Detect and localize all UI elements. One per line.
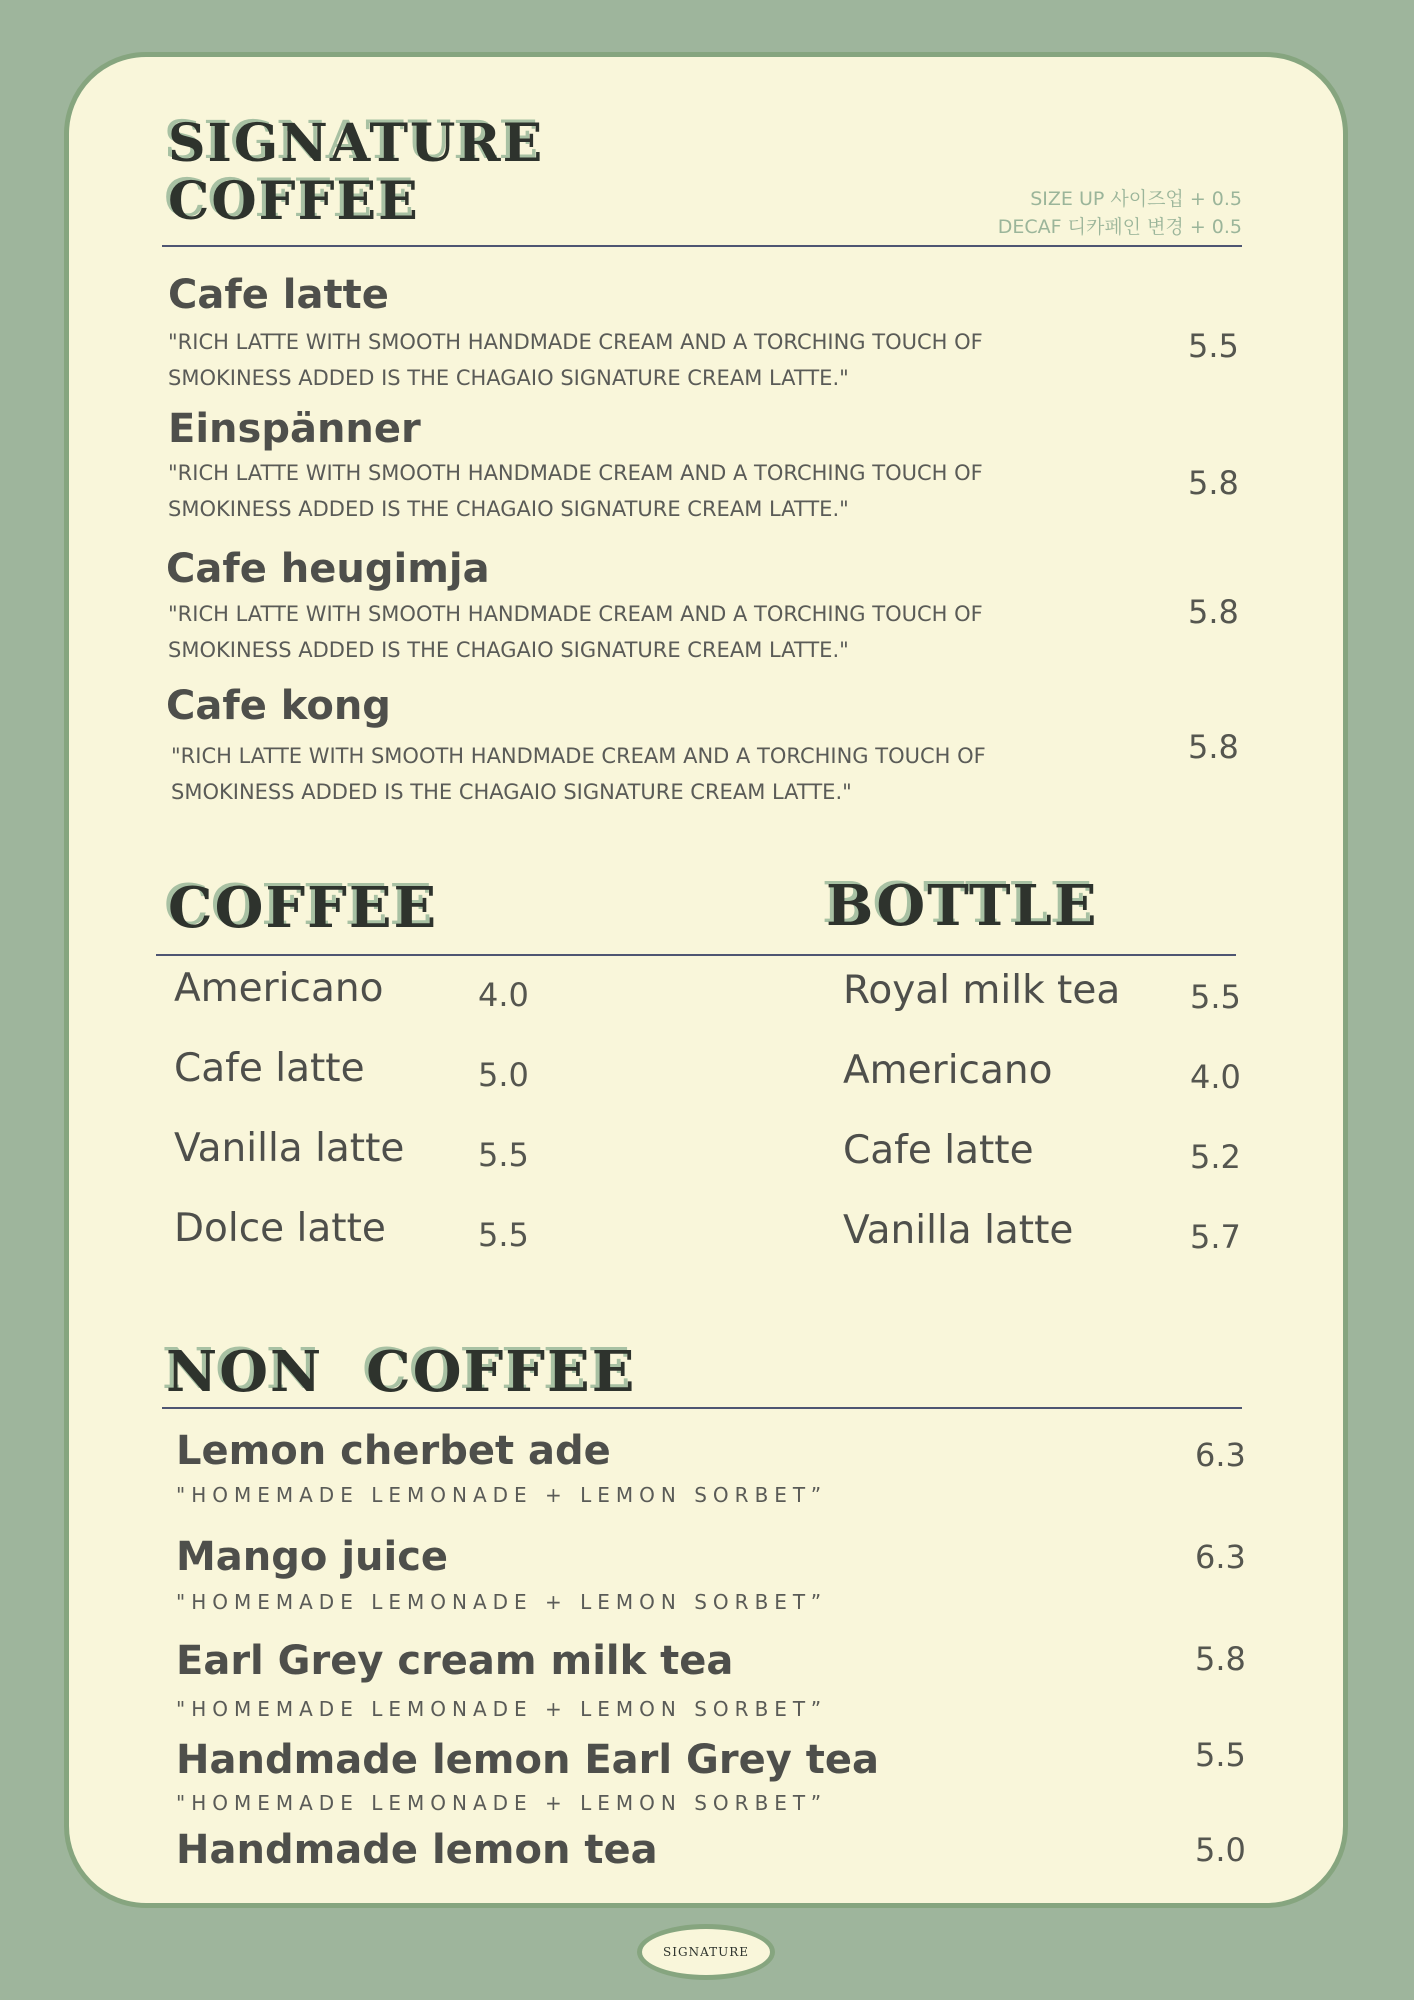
item-description-line1: "RICH LATTE WITH SMOOTH HANDMADE CREAM AND A TORCHING TOUCH OF <box>168 461 983 485</box>
signature-coffee-title <box>168 113 545 232</box>
coffee-item-name: Americano <box>174 966 384 1011</box>
bottle-item-price: 5.2 <box>1190 1138 1241 1176</box>
item-price: 5.8 <box>1188 728 1239 766</box>
coffee-item-name: Cafe latte <box>174 1046 365 1091</box>
item-price: 5.8 <box>1188 593 1239 631</box>
size-up-note: SIZE UP 사이즈업 + 0.5 <box>1030 188 1242 210</box>
item-description-line1: "RICH LATTE WITH SMOOTH HANDMADE CREAM AND A TORCHING TOUCH OF <box>168 330 983 354</box>
bottle-item-price: 5.7 <box>1190 1218 1241 1256</box>
item-name: Cafe heugimja <box>166 546 490 592</box>
coffee-item-name: Dolce latte <box>174 1206 386 1251</box>
bottle-item-name: Cafe latte <box>843 1128 1034 1173</box>
item-description <box>168 455 983 527</box>
bottle-item-price: 5.5 <box>1190 978 1241 1016</box>
item-description-line1: "RICH LATTE WITH SMOOTH HANDMADE CREAM AND A TORCHING TOUCH OF <box>171 744 986 768</box>
item-description <box>168 596 983 668</box>
coffee-item-name: Vanilla latte <box>174 1126 405 1171</box>
non-coffee-title-word2: COFFEE <box>366 1339 637 1405</box>
signature-title-line2: COFFEE <box>168 171 420 232</box>
bottle-item-price: 4.0 <box>1190 1058 1241 1096</box>
bottle-item-name: Americano <box>843 1048 1053 1093</box>
item-name: Mango juice <box>176 1534 449 1580</box>
bottle-item-name: Vanilla latte <box>843 1208 1074 1253</box>
decaf-note: DECAF 디카페인 변경 + 0.5 <box>997 216 1242 238</box>
item-description <box>168 324 983 396</box>
coffee-item-price: 5.0 <box>478 1056 529 1094</box>
item-price: 5.8 <box>1188 464 1239 502</box>
item-description-line2: SMOKINESS ADDED IS THE CHAGAIO SIGNATURE CREAM LATTE." <box>168 497 849 521</box>
coffee-section-title: COFFEE <box>168 875 439 941</box>
item-description: "HOMEMADE LEMONADE + LEMON SORBET” <box>176 1697 828 1721</box>
item-price: 6.3 <box>1195 1436 1246 1474</box>
bottle-item-name: Royal milk tea <box>843 968 1121 1013</box>
item-price: 5.5 <box>1195 1736 1246 1774</box>
non-coffee-section-title <box>166 1339 637 1405</box>
item-description-line2: SMOKINESS ADDED IS THE CHAGAIO SIGNATURE CREAM LATTE." <box>168 366 849 390</box>
non-coffee-divider <box>162 1407 1242 1409</box>
item-description <box>171 738 986 810</box>
coffee-item-price: 4.0 <box>478 976 529 1014</box>
item-price: 6.3 <box>1195 1538 1246 1576</box>
non-coffee-title-word1: NON <box>166 1339 324 1405</box>
item-name: Cafe kong <box>166 683 391 729</box>
item-name: Einspänner <box>168 406 421 452</box>
item-name: Handmade lemon tea <box>176 1827 658 1873</box>
coffee-item-price: 5.5 <box>478 1216 529 1254</box>
item-description-line2: SMOKINESS ADDED IS THE CHAGAIO SIGNATURE CREAM LATTE." <box>171 780 852 804</box>
item-description: "HOMEMADE LEMONADE + LEMON SORBET” <box>176 1590 828 1614</box>
signature-title-line1: SIGNATURE <box>168 113 545 174</box>
item-name: Lemon cherbet ade <box>176 1428 611 1474</box>
bottle-section-title: BOTTLE <box>826 873 1099 939</box>
item-name: Cafe latte <box>168 272 389 318</box>
item-price: 5.5 <box>1188 327 1239 365</box>
item-price: 5.0 <box>1195 1831 1246 1869</box>
item-description-line1: "RICH LATTE WITH SMOOTH HANDMADE CREAM AND A TORCHING TOUCH OF <box>168 602 983 626</box>
coffee-item-price: 5.5 <box>478 1136 529 1174</box>
signature-badge: SIGNATURE <box>637 1924 775 1980</box>
signature-divider <box>162 245 1242 247</box>
item-name: Handmade lemon Earl Grey tea <box>176 1737 879 1783</box>
item-description: "HOMEMADE LEMONADE + LEMON SORBET” <box>176 1483 828 1507</box>
coffee-bottle-divider <box>156 954 1236 956</box>
item-name: Earl Grey cream milk tea <box>176 1638 734 1684</box>
item-description: "HOMEMADE LEMONADE + LEMON SORBET” <box>176 1791 828 1815</box>
item-description-line2: SMOKINESS ADDED IS THE CHAGAIO SIGNATURE CREAM LATTE." <box>168 638 849 662</box>
item-price: 5.8 <box>1195 1640 1246 1678</box>
